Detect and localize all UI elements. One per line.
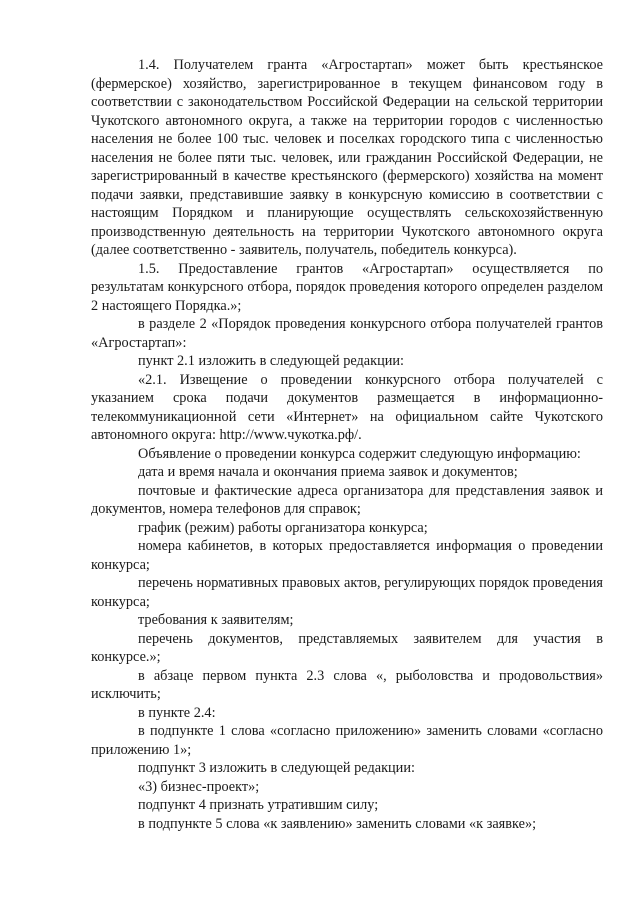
paragraph-point-2-4: в пункте 2.4: — [138, 704, 216, 721]
paragraph-point-2-3: в абзаце первом пункта 2.3 слова «, рыболовства и продовольствия» исключить; — [91, 667, 603, 702]
list-item-legal-acts: перечень нормативных правовых актов, регулирующих порядок проведения конкурса; — [91, 575, 603, 610]
paragraph-subpoint-4: подпункт 4 признать утратившим силу; — [138, 797, 379, 813]
paragraph-point-2-1: «2.1. Извещение о проведении конкурсного отбора получателей с указанием срока подачи документов размещается в информационно-телекоммуникационной сети «Интернет» на официальном сайте Чукотского автономного округа: http://www.чукотка.рф/. — [91, 371, 603, 443]
paragraph-section-2: в разделе 2 «Порядок проведения конкурсного отбора получателей грантов «Агростартап»: — [91, 316, 603, 351]
list-item-documents: перечень документов, представляемых заявителем для участия в конкурсе.»; — [91, 630, 603, 665]
paragraph-announcement: Объявление о проведении конкурса содержит следующую информацию: — [138, 445, 581, 462]
paragraph-subpoint-3: «3) бизнес-проект»; — [138, 778, 260, 795]
paragraph-subpoint-5: в подпункте 5 слова «к заявлению» заменить словами «к заявке»; — [138, 815, 537, 832]
paragraph-subpoint-1: в подпункте 1 слова «согласно приложению» заменить словами «согласно приложению 1»; — [91, 723, 603, 758]
paragraph-point-2-1-header: пункт 2.1 изложить в следующей редакции: — [138, 353, 405, 369]
list-item-addresses: почтовые и фактические адреса организатора для представления заявок и документов, номера телефонов для справок; — [91, 482, 603, 517]
list-item-dates: дата и время начала и окончания приема заявок и документов; — [138, 464, 518, 480]
paragraph-1-4: 1.4. Получателем гранта «Агростартап» может быть крестьянское (фермерское) хозяйство, зарегистрированное в текущем финансовом году в соответствии с законодательством Российской Федерации на сельской территории Чукотского автономного округа, а также на территории городов с численностью населения не более 100 тыс. человек и поселках городского типа с численностью населения не более пяти тыс. человек, или гражданин Российской Федерации, не зарегистрированный в качестве крестьянского (фермерского) хозяйства на момент подачи заявки, представившие заявку в конкурсную комиссию в соответствии с настоящим Порядком и планирующие осуществлять сельскохозяйственную производственную деятельность на территории Чукотского автономного округа (далее соответственно - заявитель, получатель, победитель конкурса). — [91, 57, 603, 258]
paragraph-1-5: 1.5. Предоставление грантов «Агростартап» осуществляется по результатам конкурсного отбора, порядок проведения которого определен разделом 2 настоящего Порядка.»; — [91, 260, 603, 314]
paragraph-subpoint-3-header: подпункт 3 изложить в следующей редакции: — [138, 760, 415, 776]
list-item-rooms: номера кабинетов, в которых предоставляется информация о проведении конкурса; — [91, 538, 603, 573]
list-item-schedule: график (режим) работы организатора конкурса; — [138, 519, 428, 536]
list-item-requirements: требования к заявителям; — [138, 612, 294, 628]
document-page — [91, 56, 603, 833]
